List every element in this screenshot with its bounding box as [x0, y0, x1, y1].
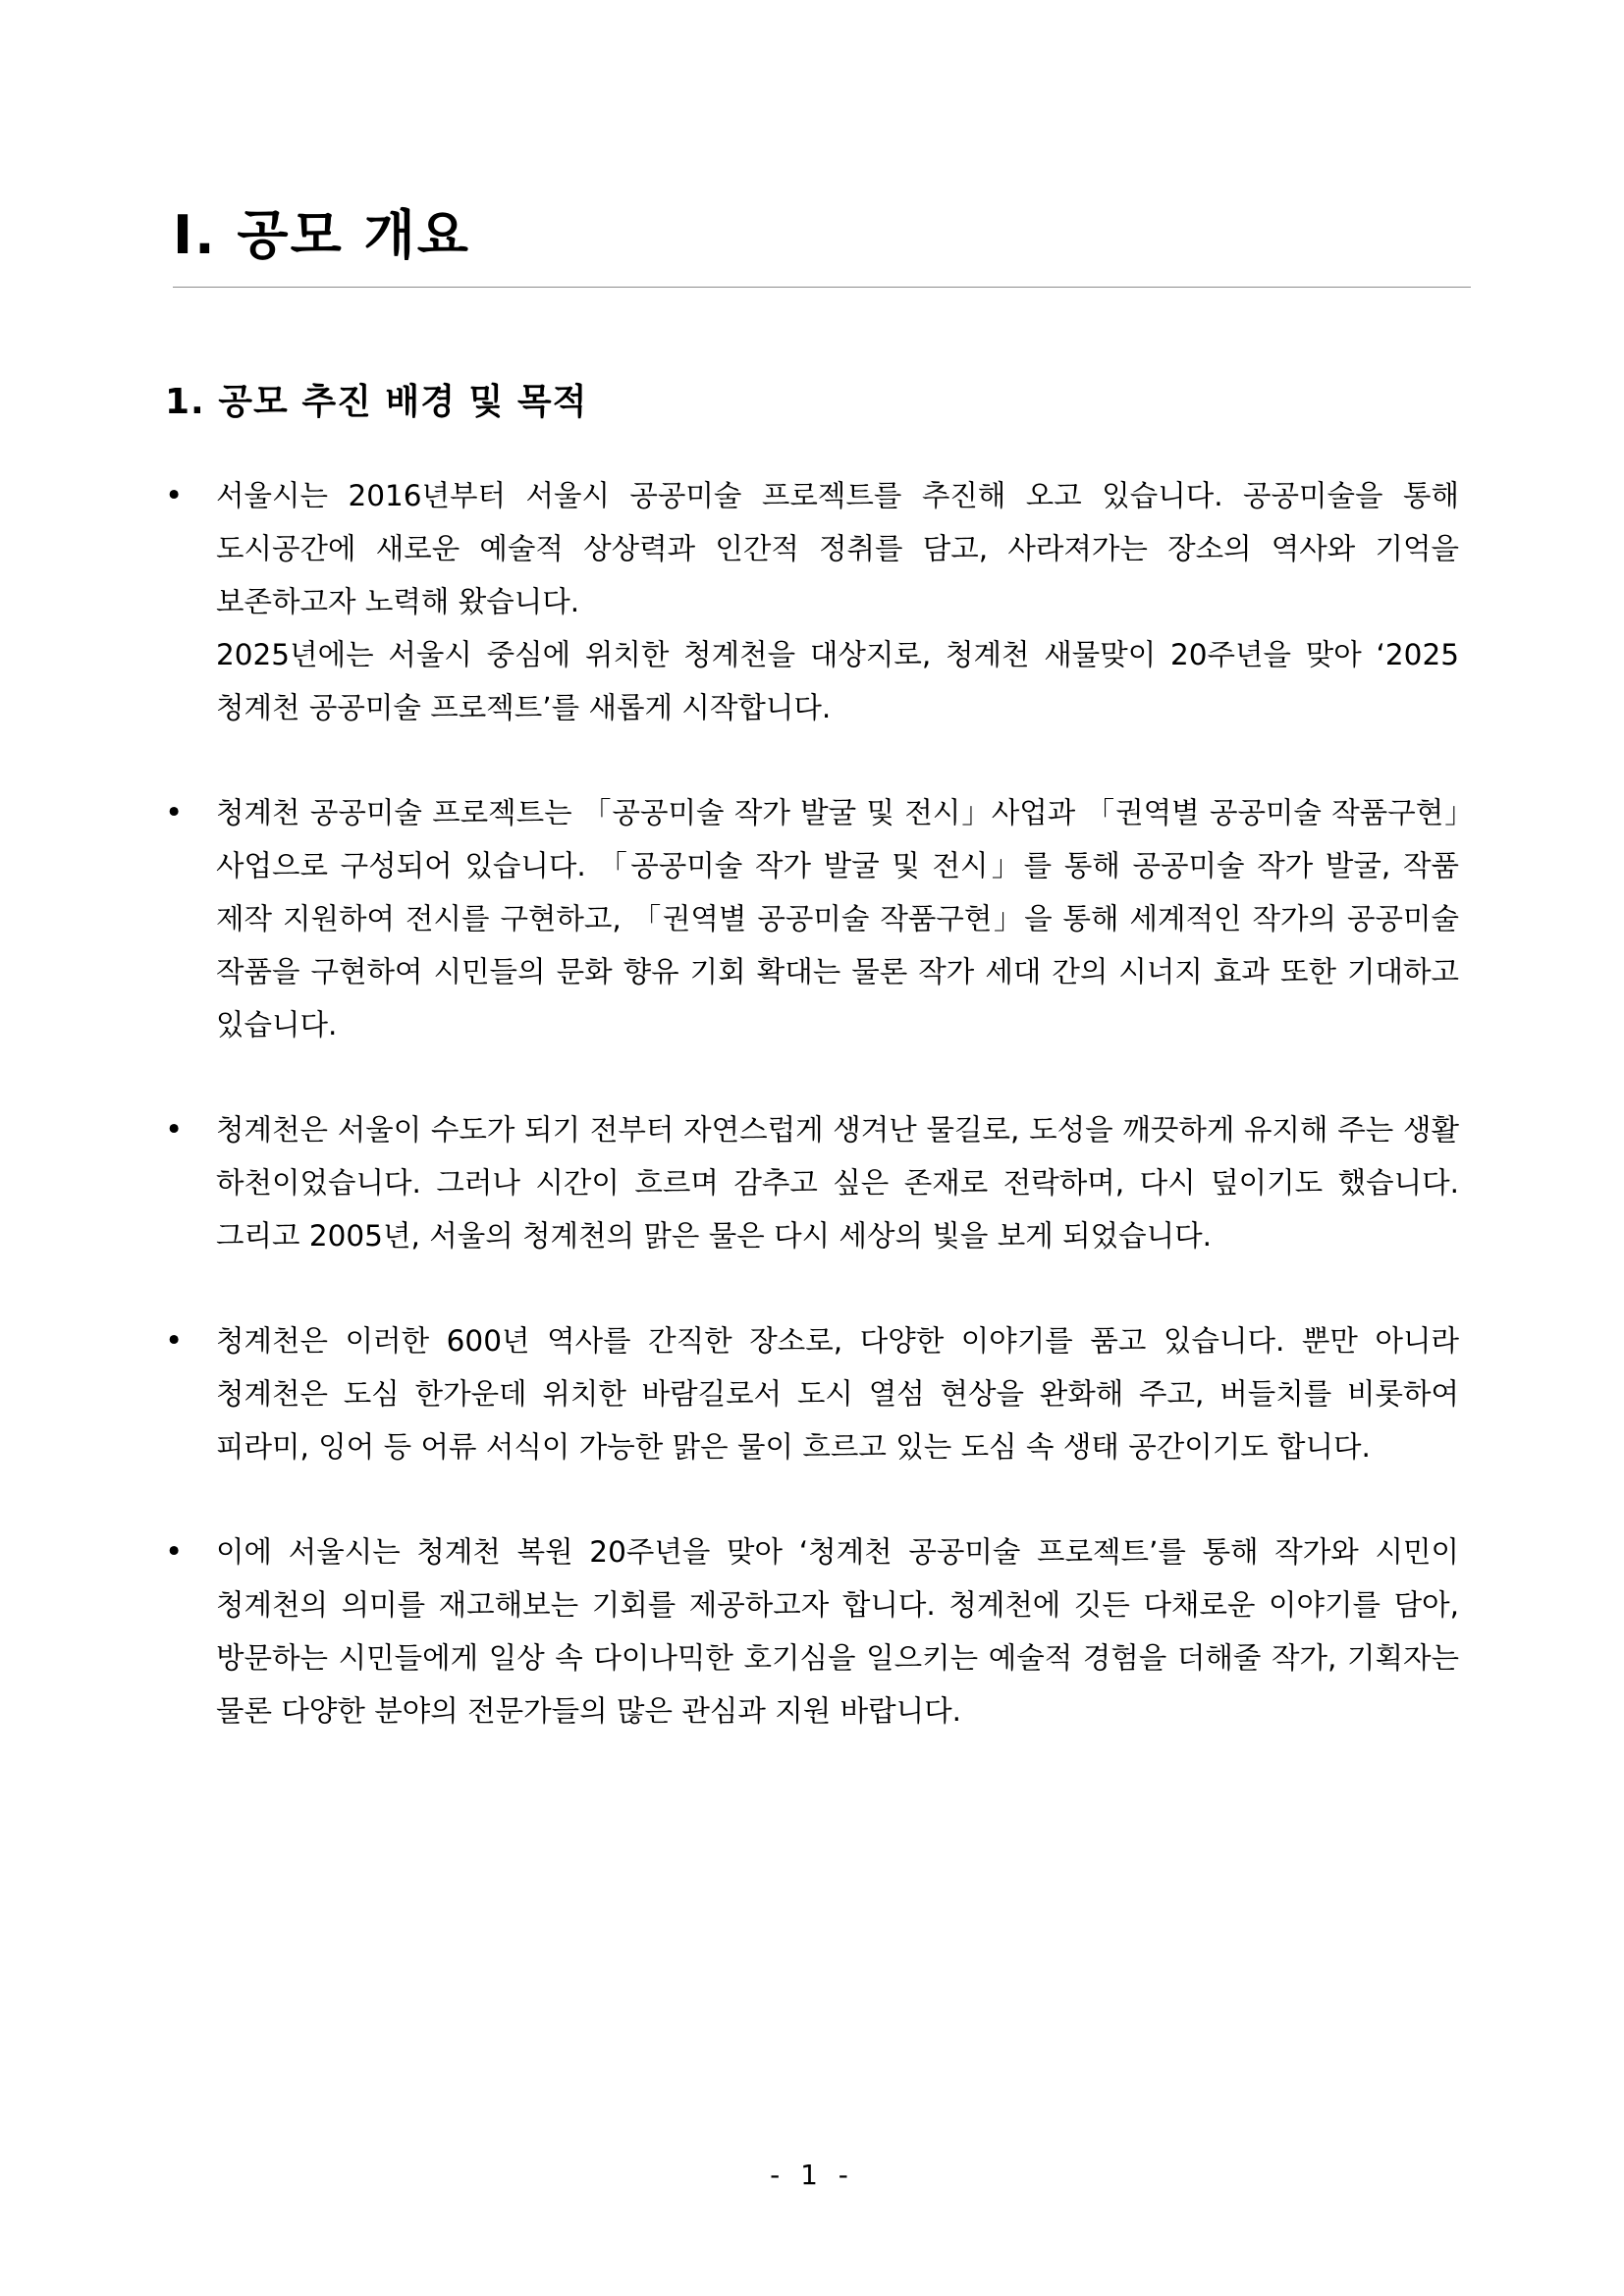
bullet-icon: •: [165, 1112, 184, 1148]
page-number: - 1 -: [770, 2159, 854, 2191]
bullet-item: [165, 1525, 1459, 1737]
bullet-paragraph: 청계천은 서울이 수도가 되기 전부터 자연스럽게 생겨난 물길로, 도성을 깨끗하게 유지해 주는 생활 하천이었습니다. 그러나 시간이 흐르며 감추고 싶은 존재로 전락하며, 다시 덮이기도 했습니다. 그리고 2005년, 서울의 청계천의 맑은 물은 다시 세상의 빛을 보게 되었습니다.: [216, 1113, 1459, 1253]
bullet-list: [165, 469, 1459, 1789]
bullet-paragraph: 서울시는 2016년부터 서울시 공공미술 프로젝트를 추진해 오고 있습니다. 공공미술을 통해 도시공간에 새로운 예술적 상상력과 인간적 정취를 담고, 사라져가는 장소의 역사와 기억을 보존하고자 노력해 왔습니다.: [216, 479, 1459, 618]
bullet-icon: •: [165, 1323, 184, 1359]
bullet-paragraph: 2025년에는 서울시 중심에 위치한 청계천을 대상지로, 청계천 새물맞이 20주년을 맞아 ‘2025 청계천 공공미술 프로젝트’를 새롭게 시작합니다.: [216, 638, 1459, 724]
bullet-paragraph: 이에 서울시는 청계천 복원 20주년을 맞아 ‘청계천 공공미술 프로젝트’를 통해 작가와 시민이 청계천의 의미를 재고해보는 기회를 제공하고자 합니다. 청계천에 깃든 다채로운 이야기를 담아, 방문하는 시민들에게 일상 속 다이나믹한 호기심을 일으키는 예술적 경험을 더해줄 작가, 기획자는 물론 다양한 분야의 전문가들의 많은 관심과 지원 바랍니다.: [216, 1535, 1459, 1728]
bullet-item: [165, 1103, 1459, 1262]
bullet-item: [165, 469, 1459, 734]
bullet-paragraph: 청계천은 이러한 600년 역사를 간직한 장소로, 다양한 이야기를 품고 있습니다. 뿐만 아니라 청계천은 도심 한가운데 위치한 바람길로서 도시 열섬 현상을 완화해 주고, 버들치를 비롯하여 피라미, 잉어 등 어류 서식이 가능한 맑은 물이 흐르고 있는 도심 속 생태 공간이기도 합니다.: [216, 1324, 1459, 1464]
bullet-paragraph: 청계천 공공미술 프로젝트는 「공공미술 작가 발굴 및 전시」사업과 「권역별 공공미술 작품구현」사업으로 구성되어 있습니다. 「공공미술 작가 발굴 및 전시」를 통해 공공미술 작가 발굴, 작품 제작 지원하여 전시를 구현하고, 「권역별 공공미술 작품구현」을 통해 세계적인 작가의 공공미술 작품을 구현하여 시민들의 문화 향유 기회 확대는 물론 작가 세대 간의 시너지 효과 또한 기대하고 있습니다.: [216, 796, 1459, 1041]
bullet-icon: •: [165, 1534, 184, 1570]
chapter-title: I. 공모 개요: [173, 204, 470, 266]
bullet-icon: •: [165, 795, 184, 830]
bullet-icon: •: [165, 478, 184, 513]
section-heading: 1. 공모 추진 배경 및 목적: [165, 382, 588, 422]
bullet-item: [165, 1314, 1459, 1473]
bullet-item: [165, 786, 1459, 1051]
title-divider: [173, 287, 1471, 288]
